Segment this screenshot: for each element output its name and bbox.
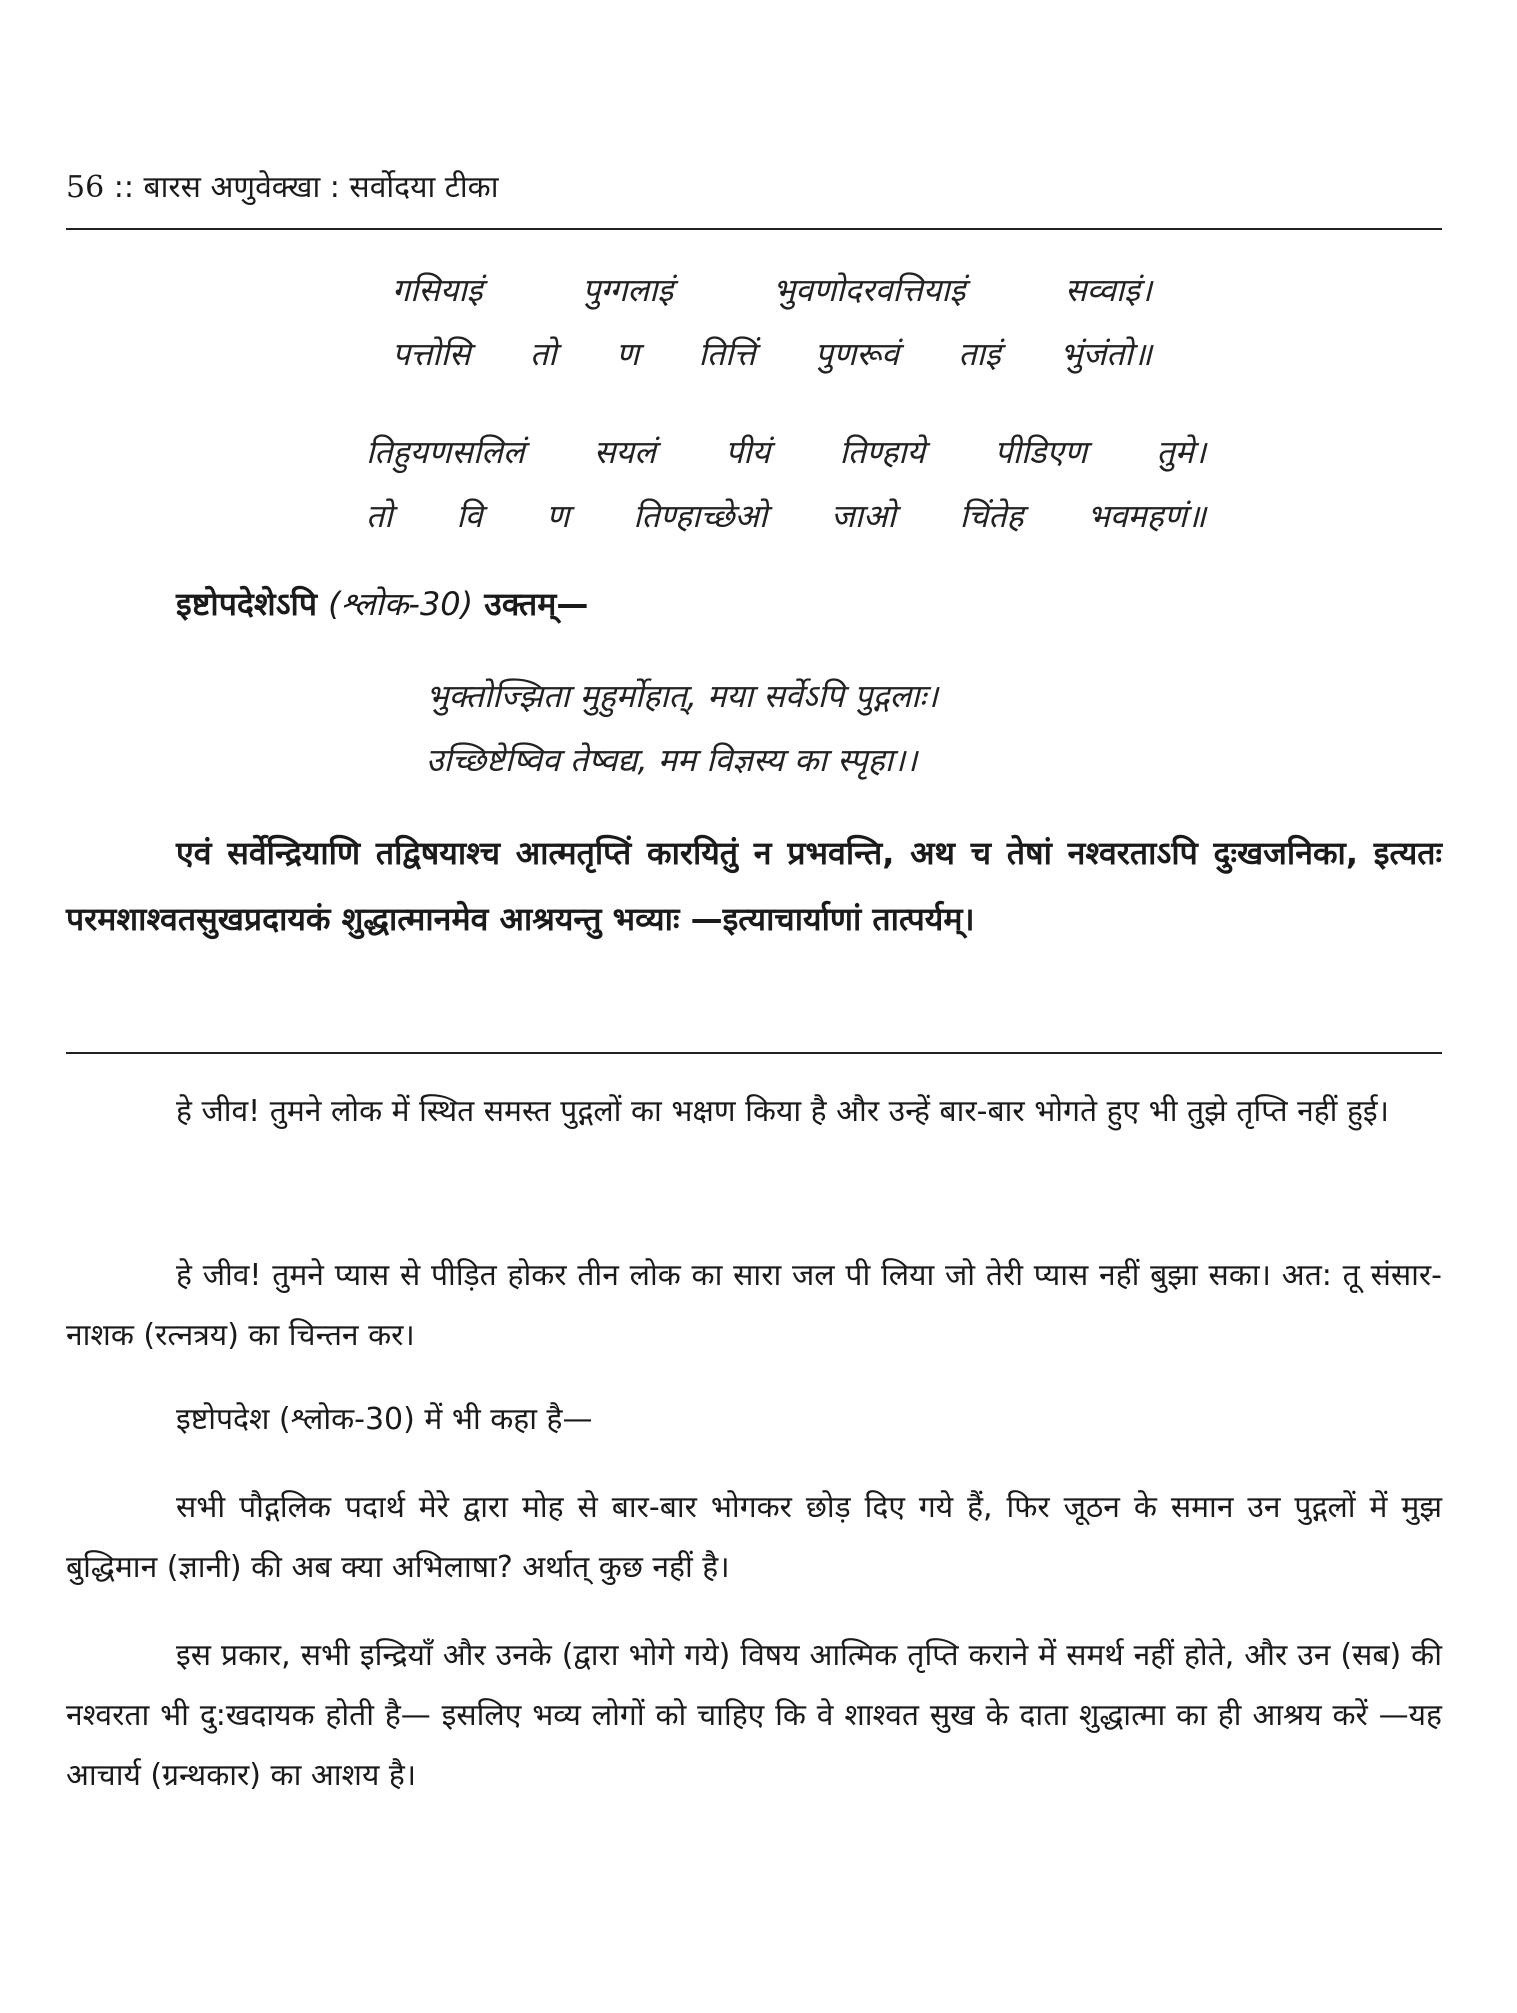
prakrit-gatha-1 <box>392 258 1152 386</box>
translation-paragraph-2: हे जीव! तुमने प्यास से पीड़ित होकर तीन लोक का सारा जल पी लिया जो तेरी प्यास नहीं बुझा सका। अत: तू संसार-नाशक (रत्नत्रय) का चिन्तन कर। <box>66 1258 1442 1353</box>
sanskrit-summary: एवं सर्वेन्द्रियाणि तद्विषयाश्च आत्मतृप्तिं कारयितुं न प्रभवन्ति, अथ च तेषां नश्वरताऽपि दुःखजनिका, इत्यतः परमशाश्वतसुखप्रदायकं शुद्धात्मानमेव आश्रयन्तु भव्याः —इत्याचार्याणां तात्पर्यम्। <box>66 834 1442 938</box>
section-divider <box>66 1052 1442 1054</box>
translation-paragraph-4: सभी पौद्गलिक पदार्थ मेरे द्वारा मोह से बार-बार भोगकर छोड़ दिए गये हैं, फिर जूठन के समान उन पुद्गलों में मुझ बुद्धिमान (ज्ञानी) की अब क्या अभिलाषा? अर्थात् कुछ नहीं है। <box>66 1490 1442 1585</box>
translation-paragraph-1: हे जीव! तुमने लोक में स्थित समस्त पुद्गलों का भक्षण किया है और उन्हें बार-बार भोगते हुए भी तुझे तृप्ति नहीं हुई। <box>176 1094 1390 1129</box>
gatha-1-line-1: गसियाइं पुग्गलाइं भुवणोदरवत्तियाइं सव्वाइं। <box>392 271 1152 309</box>
page-number: 56 <box>66 170 105 205</box>
translation-paragraph-3: इष्टोपदेश (श्लोक-30) में भी कहा है— <box>176 1402 593 1437</box>
shloka-line-2: उच्छिष्टेष्विव तेष्वद्य, मम विज्ञस्य का स्पृहा।। <box>426 741 918 779</box>
header-divider <box>66 228 1442 230</box>
book-title: :: बारस अणुवेक्खा : सर्वोदया टीका <box>113 170 499 205</box>
document-page <box>66 0 1442 2013</box>
prakrit-gatha-2 <box>366 420 1206 548</box>
intro-reference: (श्लोक-30) <box>328 585 474 623</box>
intro-prefix: इष्टोपदेशेऽपि <box>176 585 318 623</box>
running-header <box>66 168 1442 208</box>
gatha-1-line-2: पत्तोसि तो ण तित्तिं पुणरूवं ताइं भुंजंतो॥ <box>392 335 1152 373</box>
sanskrit-shloka <box>426 664 1066 792</box>
shloka-line-1: भुक्तोज्झिता मुहुर्मोहात्, मया सर्वेऽपि पुद्गलाः। <box>426 677 939 715</box>
istopadesh-intro <box>176 582 588 626</box>
intro-suffix: उक्तम्— <box>484 585 589 623</box>
gatha-2-line-2: तो वि ण तिण्हाच्छेओ जाओ चिंतेह भवमहणं॥ <box>366 497 1206 535</box>
gatha-2-line-1: तिहुयणसलिलं सयलं पीयं तिण्हाये पीडिएण तुमे। <box>366 433 1206 471</box>
translation-paragraph-5: इस प्रकार, सभी इन्द्रियाँ और उनके (द्वारा भोगे गये) विषय आत्मिक तृप्ति कराने में समर्थ नहीं होते, और उन (सब) की नश्वरता भी दु:खदायक होती है— इसलिए भव्य लोगों को चाहिए कि वे शाश्वत सुख के दाता शुद्धात्मा का ही आश्रय करें —यह आचार्य (ग्रन्थकार) का आशय है। <box>66 1638 1442 1793</box>
